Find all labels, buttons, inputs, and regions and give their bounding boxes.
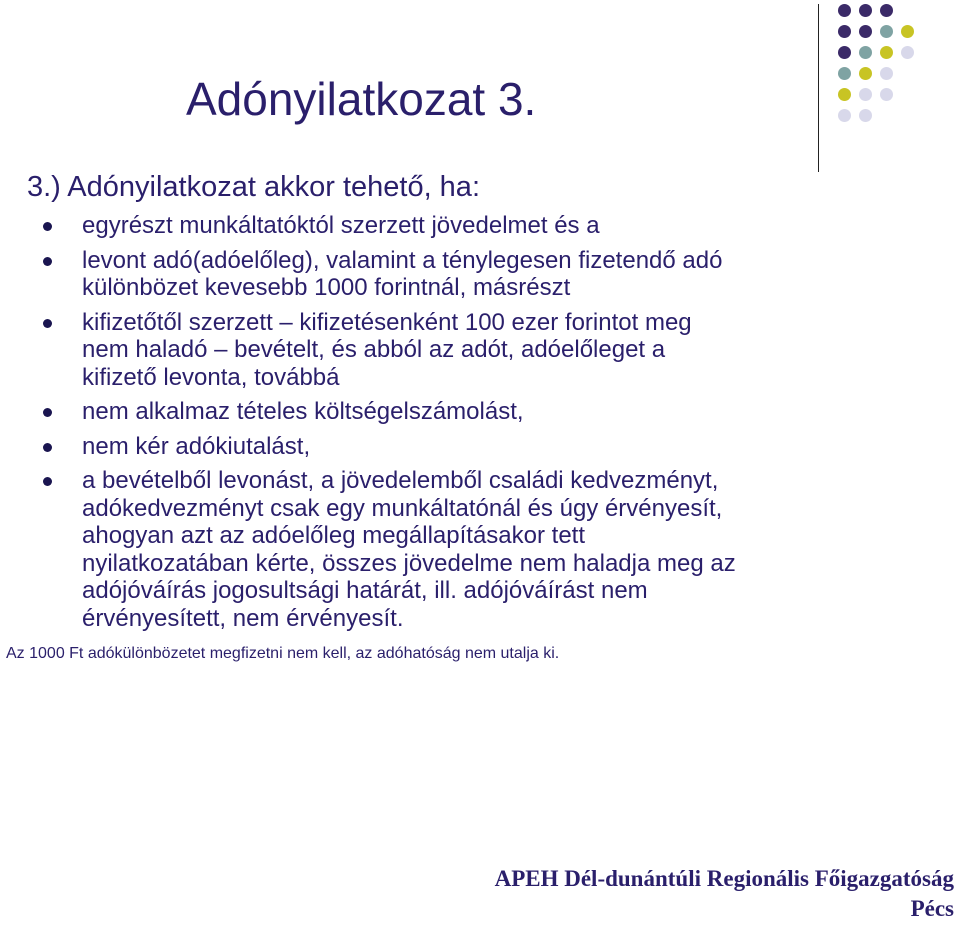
condition-list xyxy=(0,212,942,639)
decorative-dot xyxy=(838,67,851,80)
decorative-dot xyxy=(859,4,872,17)
decorative-dot xyxy=(901,25,914,38)
list-item: egyrészt munkáltatóktól szerzett jövedelmet és a xyxy=(0,212,942,240)
decorative-dot xyxy=(838,46,851,59)
decorative-dot xyxy=(859,25,872,38)
list-item: nem alkalmaz tételes költségelszámolást, xyxy=(0,398,942,426)
list-item: nem kér adókiutalást, xyxy=(0,433,942,461)
decorative-dot xyxy=(859,67,872,80)
decorative-dot xyxy=(838,4,851,17)
decorative-dot xyxy=(859,88,872,101)
decorative-dot-grid xyxy=(838,4,958,154)
slide-title: Adónyilatkozat 3. xyxy=(186,73,537,125)
section-heading: 3.) Adónyilatkozat akkor tehető, ha: xyxy=(27,171,480,203)
list-item: a bevételből levonást, a jövedelemből családi kedvezményt, adókedvezményt csak egy munkáltatónál és úgy érvényesít, ahogyan azt az adóelőleg megállapításakor tett nyilatkozatában kérte, összes jövedelme nem haladja meg az adójóváírás jogosultsági határát, ill. adójóváírást nem érvényesített, nem érvényesít. xyxy=(0,467,942,632)
decorative-dot xyxy=(859,109,872,122)
decorative-dot xyxy=(880,25,893,38)
footer-organization xyxy=(495,864,954,924)
footer-city: Pécs xyxy=(910,896,954,921)
decorative-dot xyxy=(901,46,914,59)
list-item: kifizetőtől szerzett – kifizetésenként 100 ezer forintot meg nem haladó – bevételt, és abból az adót, adóelőleget a kifizető levonta, továbbá xyxy=(0,309,942,392)
decorative-dot xyxy=(880,4,893,17)
decorative-dot xyxy=(880,67,893,80)
decorative-dot xyxy=(880,46,893,59)
decorative-dot xyxy=(838,25,851,38)
divider-line xyxy=(818,4,819,172)
decorative-dot xyxy=(859,46,872,59)
footer-org-name: APEH Dél-dunántúli Regionális Főigazgatóság xyxy=(494,866,954,891)
footnote: Az 1000 Ft adókülönbözetet megfizetni nem kell, az adóhatóság nem utalja ki. xyxy=(6,645,560,662)
decorative-dot xyxy=(838,88,851,101)
decorative-dot xyxy=(880,88,893,101)
decorative-dot xyxy=(838,109,851,122)
list-item: levont adó(adóelőleg), valamint a ténylegesen fizetendő adó különbözet kevesebb 1000 forintnál, másrészt xyxy=(0,247,942,302)
